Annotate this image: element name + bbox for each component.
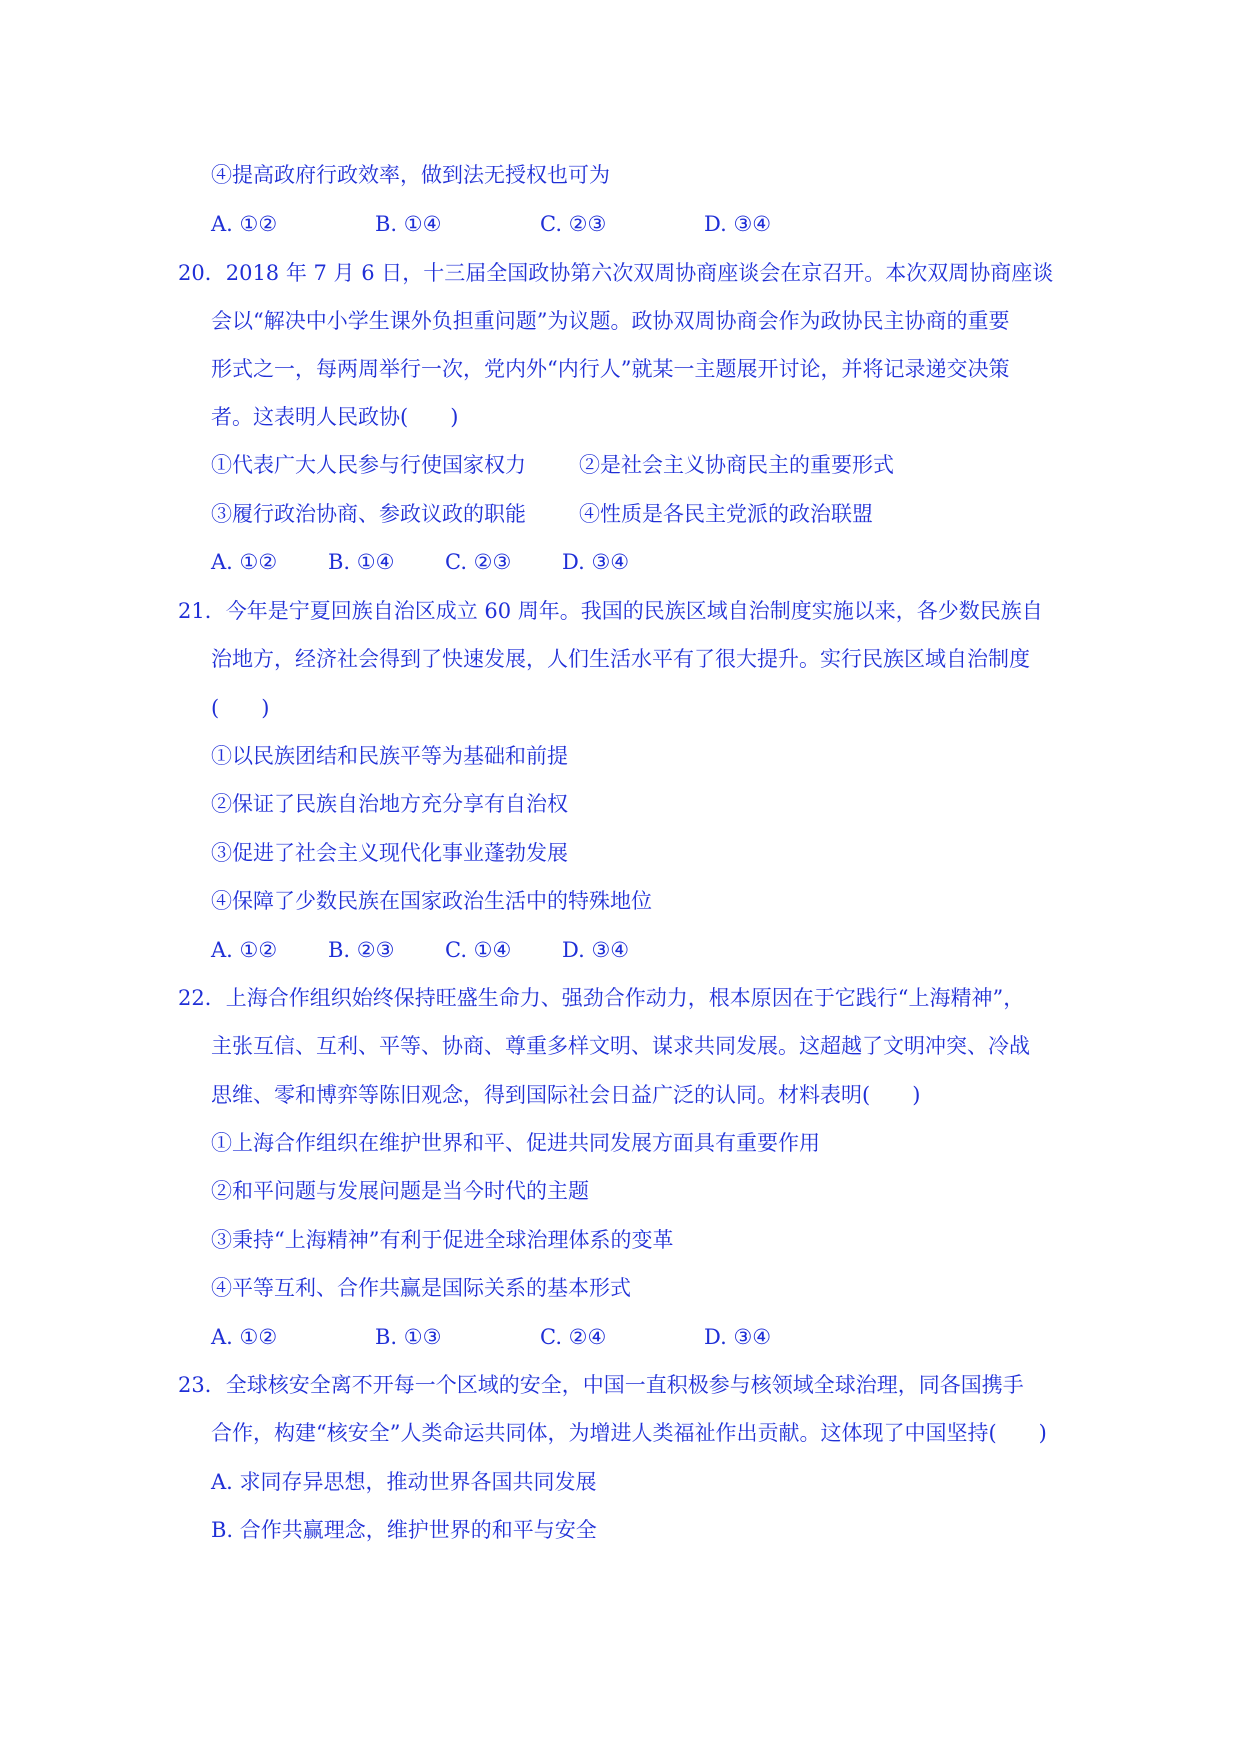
q21-option-1: ①以民族团结和民族平等为基础和前提 (211, 744, 568, 768)
q22-option-1: ①上海合作组织在维护世界和平、促进共同发展方面具有重要作用 (211, 1131, 820, 1155)
answer-b: B. ①④ (375, 212, 442, 236)
q20-option-2: ②是社会主义协商民主的重要形式 (579, 453, 894, 477)
q20-option-4: ④性质是各民主党派的政治联盟 (579, 502, 873, 526)
q21-option-3: ③促进了社会主义现代化事业蓬勃发展 (211, 841, 568, 865)
q20-option-3: ③履行政治协商、参政议政的职能 (211, 502, 526, 526)
q20-stem-line-1: 20．2018 年 7 月 6 日，十三届全国政协第六次双周协商座谈会在京召开。本次双周协商座谈 (178, 261, 1054, 285)
q21-stem-line-2: 治地方，经济社会得到了快速发展，人们生活水平有了很大提升。实行民族区域自治制度 (211, 647, 1030, 671)
q20-stem-line-4: 者。这表明人民政协( ) (211, 405, 459, 429)
q23-stem-line-2: 合作，构建“核安全”人类命运共同体，为增进人类福祉作出贡献。这体现了中国坚持( ) (211, 1421, 1047, 1445)
answer-d: D. ③④ (704, 212, 772, 236)
q22-option-4: ④平等互利、合作共赢是国际关系的基本形式 (211, 1276, 631, 1300)
q22-stem-line-2: 主张互信、互利、平等、协商、尊重多样文明、谋求共同发展。这超越了文明冲突、冷战 (211, 1034, 1030, 1058)
answer-b: B. ①④ (328, 550, 395, 574)
q22-option-2: ②和平问题与发展问题是当今时代的主题 (211, 1179, 589, 1203)
answer-b: B. ①③ (375, 1325, 442, 1349)
answer-c: C. ②③ (540, 212, 607, 236)
q19-option-4: ④提高政府行政效率，做到法无授权也可为 (211, 163, 610, 187)
answer-a: A. ①② (211, 1325, 278, 1349)
answer-c: C. ①④ (445, 938, 512, 962)
q20-option-1: ①代表广大人民参与行使国家权力 (211, 453, 526, 477)
q22-option-3: ③秉持“上海精神”有利于促进全球治理体系的变革 (211, 1228, 674, 1252)
q20-stem-line-3: 形式之一，每两周举行一次，党内外“内行人”就某一主题展开讨论，并将记录递交决策 (211, 357, 1010, 381)
answer-d: D. ③④ (562, 938, 630, 962)
q22-stem-line-3: 思维、零和博弈等陈旧观念，得到国际社会日益广泛的认同。材料表明( ) (211, 1083, 921, 1107)
answer-d: D. ③④ (562, 550, 630, 574)
q20-stem-line-2: 会以“解决中小学生课外负担重问题”为议题。政协双周协商会作为政协民主协商的重要 (211, 309, 1010, 333)
q21-option-2: ②保证了民族自治地方充分享有自治权 (211, 792, 568, 816)
q23-option-b: B. 合作共赢理念，维护世界的和平与安全 (211, 1518, 597, 1542)
answer-c: C. ②④ (540, 1325, 607, 1349)
q22-stem-line-1: 22．上海合作组织始终保持旺盛生命力、强劲合作动力，根本原因在于它践行“上海精神”， (178, 986, 1025, 1010)
answer-d: D. ③④ (704, 1325, 772, 1349)
q21-option-4: ④保障了少数民族在国家政治生活中的特殊地位 (211, 889, 652, 913)
answer-b: B. ②③ (328, 938, 395, 962)
answer-a: A. ①② (211, 938, 278, 962)
q23-stem-line-1: 23．全球核安全离不开每一个区域的安全，中国一直积极参与核领域全球治理，同各国携手 (178, 1373, 1024, 1397)
answer-a: A. ①② (211, 550, 278, 574)
answer-a: A. ①② (211, 212, 278, 236)
q21-stem-line-3: ( ) (211, 696, 270, 720)
answer-c: C. ②③ (445, 550, 512, 574)
q23-option-a: A. 求同存异思想，推动世界各国共同发展 (211, 1470, 597, 1494)
q21-stem-line-1: 21．今年是宁夏回族自治区成立 60 周年。我国的民族区域自治制度实施以来，各少数民族自 (178, 599, 1043, 623)
